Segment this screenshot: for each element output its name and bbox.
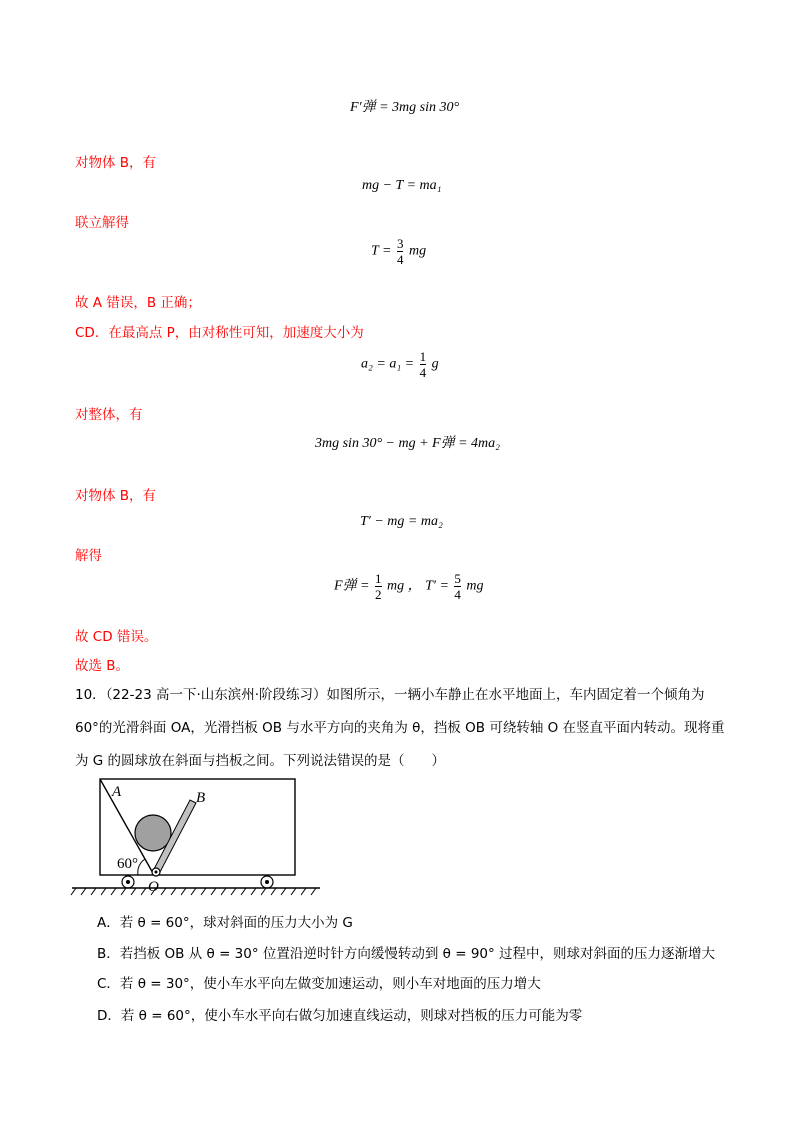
ball [135, 815, 171, 851]
equation-spring-force: F′弹 = 3mg sin 30° [350, 100, 460, 115]
question-number: 10． [75, 687, 106, 703]
option-a[interactable]: A．若 θ = 60°，球对斜面的压力大小为 G [97, 915, 353, 931]
text-choose-b: 故选 B。 [75, 658, 130, 674]
option-b[interactable]: B．若挡板 OB 从 θ = 30° 位置沿逆时针方向缓慢转动到 θ = 90° 过程中，则球对斜面的压力逐渐增大 [97, 946, 716, 962]
eq4-rhs: g [431, 356, 439, 372]
question-10-line-3: 为 G 的圆球放在斜面与挡板之间。下列说法错误的是（ ） [75, 753, 446, 769]
equation-b-motion-1: mg − T = ma₁ [362, 178, 442, 193]
text-object-b-2: 对物体 B，有 [75, 488, 157, 504]
eq7-d: mg [466, 578, 484, 594]
text-a-wrong-b-right: 故 A 错误，B 正确； [75, 295, 201, 311]
eq4-lhs: a₂ = a₁ = [361, 356, 415, 372]
eq4-fraction: $\frac{1}{4}$ [419, 349, 427, 380]
label-o: O [148, 879, 159, 895]
option-d[interactable]: D．若 θ = 60°，使小车水平向右做匀加速直线运动，则球对挡板的压力可能为零 [97, 1008, 583, 1024]
eq7-b: mg ， [387, 578, 422, 594]
text-cd-wrong: 故 CD 错误。 [75, 629, 158, 645]
question-10-line-2: 60°的光滑斜面 OA，光滑挡板 OB 与水平方向的夹角为 θ，挡板 OB 可绕转轴 O 在竖直平面内转动。现将重 [75, 720, 725, 736]
equation-final-results [334, 571, 484, 602]
option-c[interactable]: C．若 θ = 30°，使小车水平向左做变加速运动，则小车对地面的压力增大 [97, 976, 541, 992]
text-object-b-1: 对物体 B，有 [75, 155, 157, 171]
equation-tension-result [371, 236, 426, 267]
text-whole-system: 对整体，有 [75, 407, 143, 423]
question-10-line-1 [75, 683, 705, 703]
text-combine-solve: 联立解得 [75, 215, 129, 231]
eq7-fraction-1: $\frac{1}{2}$ [375, 571, 382, 602]
eq7-a: F弹 = [334, 578, 370, 594]
equation-acceleration [361, 349, 439, 380]
label-b: B [196, 790, 206, 806]
equation-whole-system: 3mg sin 30° − mg + F弹 = 4ma₂ [315, 436, 501, 451]
eq7-fraction-2: $\frac{5}{4}$ [454, 571, 461, 602]
angle-arc [138, 859, 145, 875]
label-angle-60: 60° [117, 856, 138, 872]
ground-hatching [71, 888, 316, 895]
text-solve: 解得 [75, 548, 102, 564]
cart-diagram [70, 776, 330, 900]
eq3-fraction: $\frac{3}{4}$ [396, 236, 404, 267]
equation-b-motion-2: T′ − mg = ma₂ [360, 514, 443, 529]
text-cd-highest-point: CD．在最高点 P，由对称性可知，加速度大小为 [75, 325, 364, 341]
eq3-rhs: mg [408, 243, 427, 259]
label-a: A [112, 784, 122, 800]
eq3-lhs: T = [371, 243, 392, 259]
question-text-1: （22-23 高一下·山东滨州·阶段练习）如图所示，一辆小车静止在水平地面上，车内固定着一个倾角为 [105, 687, 705, 703]
eq7-c: T′ = [425, 578, 449, 594]
